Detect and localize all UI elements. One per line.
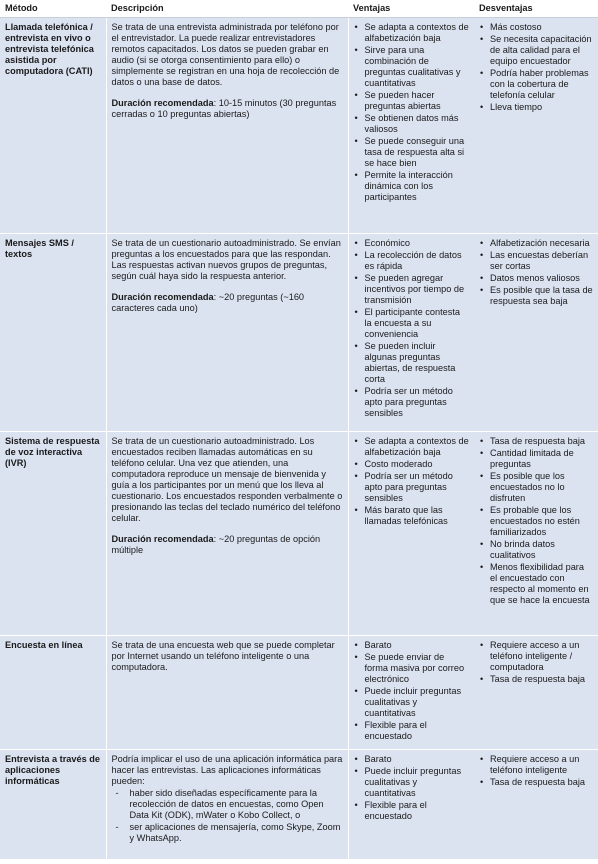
- advantages-cell: [348, 636, 474, 750]
- duration-text: [112, 98, 343, 120]
- duration-label: Duración recomendada: [111, 534, 214, 544]
- header-advantages: Ventajas: [348, 0, 474, 18]
- table-row: [0, 234, 598, 432]
- list-item: • Flexible para el encuestado: [365, 720, 470, 742]
- list-item: • Alfabetización necesaria: [490, 238, 593, 249]
- list-item: • Requiere acceso a un teléfono inteligente / computadora: [490, 640, 593, 673]
- disadvantages-cell: [474, 234, 598, 432]
- description-cell: [106, 636, 348, 750]
- table-row: [0, 432, 598, 636]
- duration-text: [112, 534, 343, 556]
- list-item: • Lleva tiempo: [490, 102, 593, 113]
- duration-value: : ~20 preguntas (~160 caracteres cada uno): [111, 292, 305, 313]
- list-item: • Se adapta a contextos de alfabetización baja: [365, 22, 470, 44]
- list-item: • Podría ser un método apto para preguntas sensibles: [365, 471, 470, 504]
- description-cell: [106, 18, 348, 234]
- list-item: • Se adapta a contextos de alfabetización baja: [365, 436, 470, 458]
- list-item: • Es probable que los encuestados no estén familiarizados: [490, 505, 593, 538]
- method-cell: Sistema de respuesta de voz interactiva (IVR): [0, 432, 106, 636]
- table-row: [0, 750, 598, 860]
- method-cell: Encuesta en línea: [0, 636, 106, 750]
- description-text: Podría implicar el uso de una aplicación informática para hacer las entrevistas. Las aplicaciones informáticas pueden:: [111, 754, 343, 786]
- advantages-cell: [348, 750, 474, 860]
- description-text: Se trata de una encuesta web que se puede completar por Internet usando un teléfono inteligente o una computadora.: [111, 640, 335, 672]
- description-text: Se trata de una entrevista administrada por teléfono por el entrevistador. La puede realizar entrevistadores remotos capacitados. Los datos se pueden grabar en audio (si se otorga consentimiento para ello) o simplemente se registran en una hoja de recolección de datos o una base de datos.: [111, 22, 340, 87]
- header-description: Descripción: [106, 0, 348, 18]
- description-cell: [106, 432, 348, 636]
- list-item: • Requiere acceso a un teléfono inteligente: [490, 754, 593, 776]
- duration-text: [112, 292, 343, 314]
- list-item: • Flexible para el encuestado: [365, 800, 470, 822]
- description-cell: [106, 750, 348, 860]
- list-item: • Costo moderado: [365, 459, 470, 470]
- method-cell: Llamada telefónica / entrevista en vivo o entrevista telefónica asistida por computadora (CATI): [0, 18, 106, 234]
- list-item: • Se pueden hacer preguntas abiertas: [365, 90, 470, 112]
- list-item: - ser aplicaciones de mensajería, como Skype, Zoom y WhatsApp.: [130, 822, 343, 844]
- list-item: • Podría ser un método apto para preguntas sensibles: [365, 386, 470, 419]
- duration-label: Duración recomendada: [111, 98, 214, 108]
- table-row: [0, 636, 598, 750]
- list-item: • Barato: [365, 754, 470, 765]
- disadvantages-cell: [474, 432, 598, 636]
- list-item: • Cantidad limitada de preguntas: [490, 448, 593, 470]
- duration-value: : 10-15 minutos (30 preguntas cerradas o 10 preguntas abiertas): [111, 98, 337, 119]
- header-disadvantages: Desventajas: [474, 0, 598, 18]
- list-item: • Barato: [365, 640, 470, 651]
- list-item: • Se puede conseguir una tasa de respuesta alta si se hace bien: [365, 136, 470, 169]
- list-item: • Económico: [365, 238, 470, 249]
- duration-value: : ~20 preguntas de opción múltiple: [111, 534, 321, 555]
- list-item: • La recolección de datos es rápida: [365, 250, 470, 272]
- list-item: • Menos flexibilidad para el encuestado con respecto al momento en que se hace la encuesta: [490, 562, 593, 606]
- list-item: • Puede incluir preguntas cualitativas y cuantitativas: [365, 686, 470, 719]
- list-item: • Datos menos valiosos: [490, 273, 593, 284]
- header-method: Método: [0, 0, 106, 18]
- list-item: • Tasa de respuesta baja: [490, 777, 593, 788]
- list-item: • Tasa de respuesta baja: [490, 436, 593, 447]
- table-row: [0, 18, 598, 234]
- duration-label: Duración recomendada: [111, 292, 214, 302]
- list-item: • Se pueden agregar incentivos por tiempo de transmisión: [365, 273, 470, 306]
- disadvantages-cell: [474, 18, 598, 234]
- method-cell: Mensajes SMS / textos: [0, 234, 106, 432]
- list-item: • Sirve para una combinación de preguntas cualitativas y cuantitativas: [365, 45, 470, 89]
- advantages-cell: [348, 432, 474, 636]
- list-item: • Tasa de respuesta baja: [490, 674, 593, 685]
- list-item: • El participante contesta la encuesta a su conveniencia: [365, 307, 470, 340]
- list-item: • Puede incluir preguntas cualitativas y cuantitativas: [365, 766, 470, 799]
- list-item: • Permite la interacción dinámica con los participantes: [365, 170, 470, 203]
- list-item: • Más costoso: [490, 22, 593, 33]
- list-item: • Se necesita capacitación de alta calidad para el equipo encuestador: [490, 34, 593, 67]
- method-cell: Entrevista a través de aplicaciones informáticas: [0, 750, 106, 860]
- list-item: • Se obtienen datos más valiosos: [365, 113, 470, 135]
- description-cell: [106, 234, 348, 432]
- description-text: Se trata de un cuestionario autoadministrado. Se envían preguntas a los encuestados para que las respondan. Las respuestas activan nuevos grupos de preguntas, según cuál haya sido la respuesta anterior.: [111, 238, 341, 281]
- list-item: • Las encuestas deberían ser cortas: [490, 250, 593, 272]
- description-text: Se trata de un cuestionario autoadministrado. Los encuestados reciben llamadas automáticas en su teléfono celular. Una vez que atienden, una computadora reproduce un mensaje de bienvenida y guía a los participantes por un menú que los lleva al cuestionario. Los encuestados responden verbalmente o presionando las teclas del teclado numérico del teléfono celular.: [111, 436, 343, 523]
- advantages-cell: [348, 234, 474, 432]
- list-item: - haber sido diseñadas específicamente para la recolección de datos en encuestas, como Open Data Kit (ODK), mWater o Kobo Collect, o: [130, 788, 343, 821]
- list-item: • Es posible que los encuestados no lo disfruten: [490, 471, 593, 504]
- advantages-cell: [348, 18, 474, 234]
- list-item: • Se puede enviar de forma masiva por correo electrónico: [365, 652, 470, 685]
- disadvantages-cell: [474, 636, 598, 750]
- list-item: • Más barato que las llamadas telefónicas: [365, 505, 470, 527]
- header-row: [0, 0, 598, 18]
- disadvantages-cell: [474, 750, 598, 860]
- list-item: • Se pueden incluir algunas preguntas abiertas, de respuesta corta: [365, 341, 470, 385]
- list-item: • Podría haber problemas con la cobertura de telefonía celular: [490, 68, 593, 101]
- list-item: • Es posible que la tasa de respuesta sea baja: [490, 285, 593, 307]
- list-item: • No brinda datos cualitativos: [490, 539, 593, 561]
